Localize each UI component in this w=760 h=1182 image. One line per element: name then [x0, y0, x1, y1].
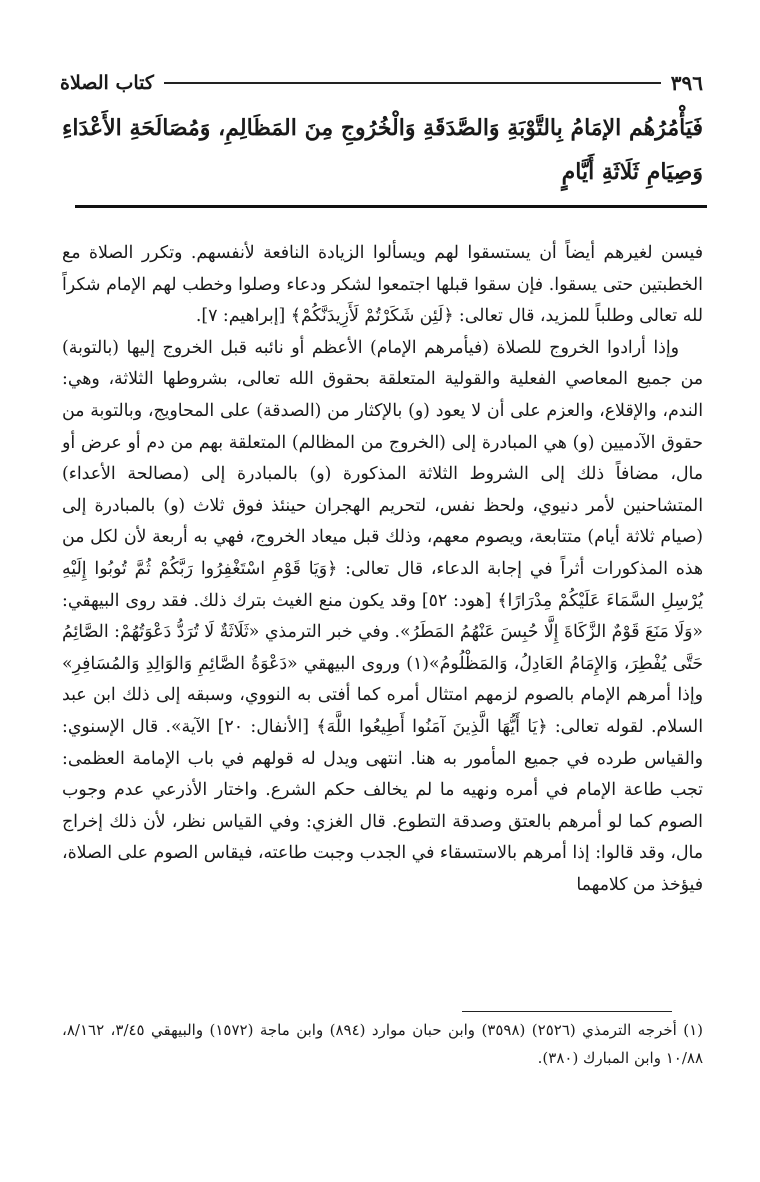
page-header — [60, 70, 703, 96]
page-number: ٣٩٦ — [670, 71, 703, 95]
paragraph: فيسن لغيرهم أيضاً أن يستسقوا لهم ويسألوا الزيادة النافعة لأنفسهم. وتكرر الصلاة مع الخطبتين حتى يسقوا. فإن سقوا قبلها اجتمعوا لشكر ودعاء وصلوا وخطب لهم الإمام شكراً لله تعالى وطلباً للمزيد، قال تعالى: ﴿لَئِن شَكَرْتُمْ لَأَزِيدَنَّكُمْ﴾ [إبراهيم: ٧]. — [62, 243, 703, 327]
commentary-text — [62, 238, 703, 901]
footnote-text: (١) أخرجه الترمذي (٢٥٢٦) (٣٥٩٨) وابن حبان موارد (٨٩٤) وابن ماجة (١٥٧٢) والبيهقي ٣/٤٥، ٨/١٦٢، ١٠/٨٨ وابن المبارك (٣٨٠). — [62, 1021, 703, 1067]
paragraph: وإذا أرادوا الخروج للصلاة (فيأمرهم الإمام) الأعظم أو نائبه قبل الخروج إليها (بالتوبة) من جميع المعاصي الفعلية والقولية المتعلقة بحقوق الله تعالى، بشروطها الثلاثة، وهي: الندم، والإقلاع، والعزم على أن لا يعود (و) بالإكثار من (الصدقة) على المحاويج، وبالتوبة من حقوق الآدميين (و) هي المبادرة إلى (الخروج من المظالم) المتعلقة بهم من دم أو عرض أو مال، مضافاً ذلك إلى الشروط الثلاثة المذكورة (و) بالمبادرة إلى (مصالحة الأعداء) المتشاحنين لأمر دنيوي، ولحظ نفس، لتحريم الهجران حينئذ فوق ثلاث (و) بالمبادرة إلى (صيام ثلاثة أيام) متتابعة، ويصوم معهم، وذلك قبل ميعاد الخروج، فهي به أربعة لأن لكل من هذه المذكورات أثراً في إجابة الدعاء، قال تعالى: ﴿وَيَا قَوْمِ اسْتَغْفِرُوا رَبَّكُمْ ثُمَّ تُوبُوا إِلَيْهِ يُرْسِلِ السَّمَاءَ عَلَيْكُمْ مِدْرَارًا﴾ [هود: ٥٢] وقد يكون منع الغيث بترك ذلك. فقد روى البيهقي: «وَلَا مَنَعَ قَوْمٌ الزَّكَاةَ إِلَّا حُبِسَ عَنْهُمُ المَطَرُ». وفي خبر الترمذي «ثَلَاثَةٌ لَا تُرَدُّ دَعْوَتُهُمْ: الصَّائِمُ حَتَّى يُفْطِرَ، وَالإِمَامُ العَادِلُ، وَالمَظْلُومُ»(١) وروى البيهقي «دَعْوَةُ الصَّائِمِ وَالوَالِدِ وَالمُسَافِرِ» وإذا أمرهم الإمام بالصوم لزمهم امتثال أمره كما أفتى به النووي، وسبقه إلى ذلك ابن عبد السلام. لقوله تعالى: ﴿يَا أَيُّهَا الَّذِينَ آمَنُوا أَطِيعُوا اللَّهَ﴾ [الأنفال: ٢٠] الآية». قال الإسنوي: والقياس طرده في جميع المأمور به هنا. انتهى ويدل له قولهم في باب الإمامة العظمى: تجب طاعة الإمام في أمره ونهيه ما لم يخالف حكم الشرع. واختار الأذرعي عدم وجوب الصوم كما لو أمرهم بالعتق وصدقة التطوع. قال الغزي: وفي القياس نظر، لأن ذلك إخراج مال، وقد قالوا: إذا أمرهم بالاستسقاء في الجدب وجبت طاعته، فيقاس الصوم على الصلاة، فيؤخذ من كلامهما — [62, 337, 703, 895]
running-title: كتاب الصلاة — [60, 72, 154, 94]
matn-text: فَيَأْمُرُهُم الإمَامُ بِالتَّوْبَةِ وَالصَّدَقَةِ وَالْخُرُوجِ مِنَ المَظَالِمِ، وَمُصَالَحَةِ الأَعْدَاءِ وَصِيَامِ ثَلَاثَةِ أَيَّامٍ — [62, 115, 703, 185]
header-rule — [164, 82, 661, 84]
footnote-separator — [462, 1011, 672, 1012]
matn-separator — [75, 205, 707, 208]
footnote — [62, 1016, 703, 1072]
